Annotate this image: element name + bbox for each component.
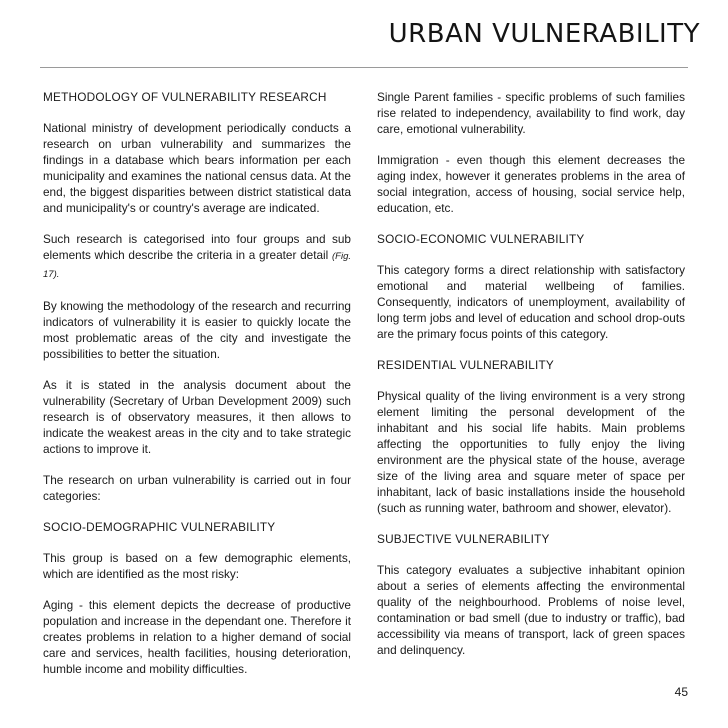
page-number: 45 (674, 685, 688, 699)
paragraph-subjective: This category evaluates a subjective inhabitant opinion about a series of elements affecting the environmental quality of the neighbourhood. Problems of noise level, contamination or bad smell (due to industry or traffic), bad accessibility via means of transport, lack of green spaces and delinquency. (377, 563, 685, 657)
page-title: URBAN VULNERABILITY (388, 19, 700, 49)
paragraph-categorised (43, 231, 351, 283)
paragraph-knowing-methodology: By knowing the methodology of the research and recurring indicators of vulnerability it is easier to quickly locate the most problematic areas of the city and investigate the possibilities to better the situation. (43, 299, 351, 361)
header-divider (40, 67, 688, 68)
paragraph-socio-economic: This category forms a direct relationship with satisfactory emotional and material wellbeing of families. Consequently, indicators of unemployment, availability of long term jobs and level of education and school drop-outs are the primary focus points of this category. (377, 263, 685, 341)
figure-reference: (Fig. 17). (43, 251, 351, 280)
paragraph-four-categories: The research on urban vulnerability is carried out in four categories: (43, 473, 351, 503)
paragraph-immigration: Immigration - even though this element decreases the aging index, however it generates problems in the area of social integration, access of housing, social service help, education, etc. (377, 153, 685, 215)
paragraph-analysis-document: As it is stated in the analysis document about the vulnerability (Secretary of Urban Development 2009) such research is of observatory measures, it then allows to indicate the weakest areas in the city and to take strategic actions to improve it. (43, 378, 351, 456)
paragraph-categorised-text: Such research is categorised into four groups and sub elements which describe the criteria in a greater detail (43, 232, 351, 262)
section-heading-socio-demographic: SOCIO-DEMOGRAPHIC VULNERABILITY (43, 520, 276, 534)
paragraph-residential: Physical quality of the living environment is a very strong element limiting the personal development of the inhabitant and his social life habits. Main problems affecting the opportunities to fully enjoy the living environment are the physical state of the house, average size of the living area and square meter of space per inhabitant, lack of basic installations inside the household (such as running water, bathroom and shower, elevator). (377, 389, 685, 515)
paragraph-single-parent: Single Parent families - specific problems of such families rise related to independency, availability to find work, day care, emotional vulnerability. (377, 90, 685, 136)
section-heading-subjective: SUBJECTIVE VULNERABILITY (377, 532, 550, 546)
section-heading-residential: RESIDENTIAL VULNERABILITY (377, 358, 554, 372)
paragraph-aging: Aging - this element depicts the decrease of productive population and increase in the dependant one. Therefore it creates problems in relation to a higher demand of social care and services, health facilities, housing deterioration, humble income and mobility difficulties. (43, 598, 351, 676)
left-column (43, 89, 351, 692)
right-column (377, 89, 685, 673)
section-heading-socio-economic: SOCIO-ECONOMIC VULNERABILITY (377, 232, 585, 246)
paragraph-national-ministry: National ministry of development periodically conducts a research on urban vulnerability and summarizes the findings in a database which bears information per each municipality and examines the national census data. At the end, the biggest disparities between district statistical data and municipality's or country's average are indicated. (43, 121, 351, 215)
paragraph-demographic-elements: This group is based on a few demographic elements, which are identified as the most risky: (43, 551, 351, 581)
section-heading-methodology: METHODOLOGY OF VULNERABILITY RESEARCH (43, 90, 327, 104)
